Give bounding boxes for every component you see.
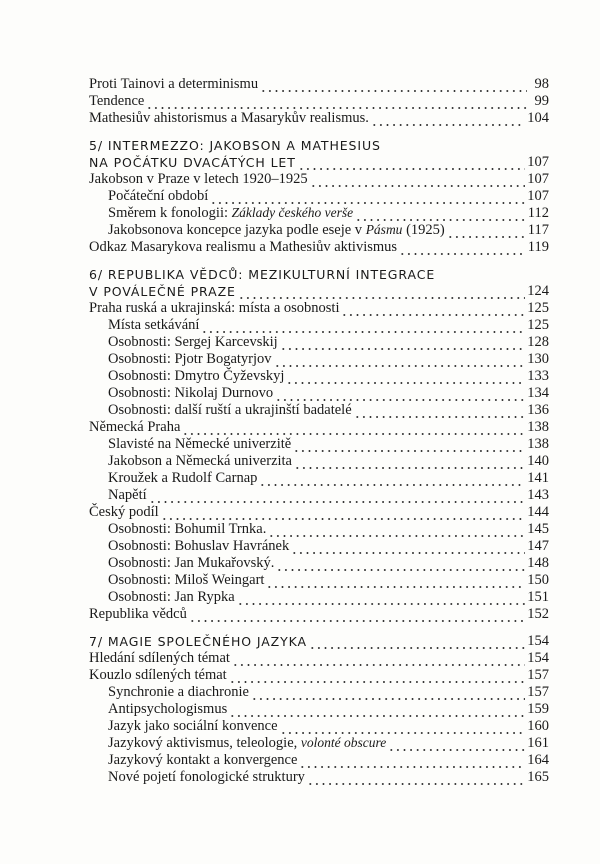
entry-text: Směrem k fonologii: [108, 205, 232, 221]
entry-title [108, 204, 353, 222]
entry-title [108, 188, 208, 205]
page-number: 159 [527, 701, 549, 717]
dot-leader [310, 171, 526, 188]
dot-leader [307, 769, 525, 786]
dot-leader [293, 436, 525, 453]
entry-text: Nové pojetí fonologické struktury [108, 769, 305, 785]
entry-text: Osobnosti: Jan Rypka [108, 589, 235, 605]
toc-entry[interactable] [89, 718, 549, 735]
entry-title [89, 650, 230, 667]
page-number: 140 [527, 453, 549, 469]
dot-leader [275, 385, 525, 402]
toc-entry[interactable] [89, 538, 549, 555]
dot-leader [355, 205, 526, 222]
dot-leader [388, 735, 525, 752]
table-of-contents [89, 76, 549, 796]
entry-text: Jakobsonova koncepce jazyka podle eseje v [108, 222, 366, 238]
chapter-title: NA POČÁTKU DVACÁTÝCH LET [89, 155, 296, 170]
entry-title [108, 752, 297, 769]
toc-entry[interactable] [89, 300, 549, 317]
entry-title [108, 334, 278, 351]
dot-leader [266, 572, 525, 589]
entry-title [108, 487, 147, 504]
page-number: 161 [527, 735, 549, 751]
entry-text: Tendence [89, 93, 145, 109]
toc-entry[interactable] [89, 334, 549, 351]
entry-italic-text: Základy českého verše [231, 205, 354, 220]
chapter-heading [89, 154, 549, 171]
toc-entry[interactable] [89, 93, 549, 110]
dot-leader [229, 667, 526, 684]
entry-title [108, 317, 199, 334]
entry-title [108, 718, 278, 735]
toc-entry[interactable] [89, 606, 549, 623]
page-number: 147 [527, 538, 549, 554]
dot-leader [229, 701, 525, 718]
page-number: 112 [527, 205, 549, 221]
entry-text: Místa setkávání [108, 317, 200, 333]
toc-section [89, 633, 549, 786]
dot-leader [237, 589, 526, 606]
chapter-title: V POVÁLEČNÉ PRAZE [89, 284, 236, 299]
toc-entry[interactable] [89, 487, 549, 504]
page-number: 138 [527, 419, 549, 435]
dot-leader [354, 402, 526, 419]
dot-leader [161, 504, 526, 521]
dot-leader [309, 633, 525, 650]
entry-text: Kroužek a Rudolf Carnap [108, 470, 258, 486]
toc-entry[interactable] [89, 752, 549, 769]
entry-title [108, 701, 227, 718]
dot-leader [201, 317, 525, 334]
entry-title [108, 555, 274, 572]
page-number: 124 [527, 283, 549, 299]
entry-text: Antipsychologismus [108, 701, 228, 717]
toc-entry[interactable] [89, 735, 549, 752]
entry-title [108, 351, 272, 368]
page-number: 150 [527, 572, 549, 588]
dot-leader [260, 76, 527, 93]
entry-text: Slavisté na Německé univerzitě [108, 436, 292, 452]
dot-leader [371, 110, 525, 127]
page-number: 125 [527, 300, 549, 316]
page-number: 107 [527, 188, 549, 204]
chapter-title: 6/ REPUBLIKA VĚDCŮ: MEZIKULTURNÍ INTEGRACE [89, 267, 436, 282]
entry-title [89, 667, 227, 684]
page-number: 136 [527, 402, 549, 418]
entry-title [89, 171, 308, 188]
entry-title [108, 684, 249, 701]
entry-title [108, 385, 273, 402]
page-number: 130 [527, 351, 549, 367]
page-number: 157 [527, 667, 549, 683]
entry-title [89, 93, 144, 110]
entry-text: Proti Tainovi a determinismu [89, 76, 259, 92]
dot-leader [182, 419, 525, 436]
page-number: 98 [534, 76, 549, 92]
dot-leader [149, 487, 526, 504]
toc-entry[interactable] [89, 589, 549, 606]
toc-entry[interactable] [89, 317, 549, 334]
page-number: 151 [527, 589, 549, 605]
entry-title [89, 504, 159, 521]
toc-entry[interactable] [89, 351, 549, 368]
entry-italic-text: Pásmu [365, 222, 403, 237]
entry-text: Jazykový aktivismus, teleologie, [108, 735, 301, 751]
toc-entry[interactable] [89, 402, 549, 419]
page-number: 141 [527, 470, 549, 486]
page-number: 134 [527, 385, 549, 401]
page-number: 164 [527, 752, 549, 768]
page-number: 99 [534, 93, 549, 109]
entry-title [108, 572, 264, 589]
chapter-heading [89, 266, 549, 283]
page-number: 157 [527, 684, 549, 700]
entry-text: Osobnosti: další ruští a ukrajinští badatelé [108, 402, 352, 418]
dot-leader [146, 93, 527, 110]
toc-entry[interactable] [89, 470, 549, 487]
entry-title [89, 419, 180, 436]
entry-title [108, 453, 292, 470]
dot-leader [341, 300, 525, 317]
page-number: 152 [527, 606, 549, 622]
entry-text-suffix: (1925) [402, 222, 445, 238]
dot-leader [259, 470, 525, 487]
dot-leader [274, 351, 526, 368]
entry-text: Osobnosti: Sergej Karcevskij [108, 334, 278, 350]
entry-italic-text: volonté obscure [300, 735, 387, 750]
dot-leader [189, 606, 525, 623]
entry-text: Osobnosti: Miloš Weingart [108, 572, 265, 588]
page-number: 154 [527, 650, 549, 666]
entry-text: Synchronie a diachronie [108, 684, 249, 700]
dot-leader [286, 368, 525, 385]
entry-title [89, 110, 369, 127]
dot-leader [298, 154, 525, 171]
toc-entry[interactable] [89, 769, 549, 786]
entry-text: Republika vědců [89, 606, 187, 622]
toc-entry[interactable] [89, 205, 549, 222]
dot-leader [294, 453, 525, 470]
toc-entry[interactable] [89, 385, 549, 402]
entry-title [108, 589, 235, 606]
toc-entry[interactable] [89, 110, 549, 127]
toc-entry[interactable] [89, 572, 549, 589]
dot-leader [280, 718, 526, 735]
page-number: 107 [527, 154, 549, 170]
entry-title [108, 470, 257, 487]
toc-entry[interactable] [89, 222, 549, 239]
toc-section [89, 137, 549, 256]
toc-entry[interactable] [89, 684, 549, 701]
page-number: 144 [527, 504, 549, 520]
entry-title [89, 239, 397, 256]
chapter-title: 5/ INTERMEZZO: JAKOBSON A MATHESIUS [89, 138, 381, 153]
dot-leader [299, 752, 525, 769]
page-number: 119 [527, 239, 549, 255]
toc-entry[interactable] [89, 555, 549, 572]
entry-text: Počáteční období [108, 188, 209, 204]
toc-entry[interactable] [89, 667, 549, 684]
entry-text: Odkaz Masarykova realismu a Mathesiův aktivismus [89, 239, 398, 255]
toc-entry[interactable] [89, 239, 549, 256]
page-number: 125 [527, 317, 549, 333]
page-number: 143 [527, 487, 549, 503]
toc-entry[interactable] [89, 436, 549, 453]
entry-text: Český podíl [89, 504, 159, 520]
toc-entry[interactable] [89, 453, 549, 470]
entry-text: Osobnosti: Jan Mukařovský. [108, 555, 275, 571]
dot-leader [291, 538, 525, 555]
dot-leader [210, 188, 525, 205]
dot-leader [251, 684, 525, 701]
entry-text: Hledání sdílených témat [89, 650, 230, 666]
entry-text: Jazyk jako sociální konvence [108, 718, 278, 734]
toc-section [89, 76, 549, 127]
page-number: 165 [527, 769, 549, 785]
entry-text: Kouzlo sdílených témat [89, 667, 227, 683]
entry-text: Mathesiův ahistorismus a Masarykův realismus. [89, 110, 369, 126]
entry-title [108, 368, 284, 385]
dot-leader [238, 283, 525, 300]
dot-leader [232, 650, 525, 667]
entry-text: Osobnosti: Nikolaj Durnovo [108, 385, 274, 401]
toc-entry[interactable] [89, 521, 549, 538]
entry-title [108, 221, 445, 239]
entry-title [108, 734, 386, 752]
toc-entry[interactable] [89, 368, 549, 385]
dot-leader [268, 521, 525, 538]
entry-title [108, 538, 289, 555]
entry-text: Jazykový kontakt a konvergence [108, 752, 298, 768]
toc-entry[interactable] [89, 419, 549, 436]
page-number: 117 [527, 222, 549, 238]
page-number: 160 [527, 718, 549, 734]
dot-leader [447, 222, 526, 239]
entry-text: Osobnosti: Dmytro Čyževskyj [108, 368, 285, 384]
entry-title [89, 76, 258, 93]
page-number: 138 [527, 436, 549, 452]
page-number: 104 [527, 110, 549, 126]
entry-title [108, 521, 266, 538]
page-number: 133 [527, 368, 549, 384]
dot-leader [280, 334, 526, 351]
entry-title [89, 606, 187, 623]
toc-entry[interactable] [89, 650, 549, 667]
entry-title [108, 436, 291, 453]
toc-entry[interactable] [89, 171, 549, 188]
page-number: 145 [527, 521, 549, 537]
toc-section [89, 266, 549, 623]
entry-text: Praha ruská a ukrajinská: místa a osobnosti [89, 300, 340, 316]
toc-entry[interactable] [89, 701, 549, 718]
dot-leader [276, 555, 525, 572]
toc-entry[interactable] [89, 504, 549, 521]
dot-leader [399, 239, 526, 256]
entry-text: Osobnosti: Bohumil Trnka. [108, 521, 267, 537]
entry-text: Osobnosti: Pjotr Bogatyrjov [108, 351, 272, 367]
entry-title [108, 402, 352, 419]
entry-text: Jakobson v Praze v letech 1920–1925 [89, 171, 308, 187]
page-number: 154 [527, 633, 549, 649]
chapter-heading [89, 633, 549, 650]
entry-title [89, 300, 339, 317]
page-number: 148 [527, 555, 549, 571]
toc-entry[interactable] [89, 76, 549, 93]
entry-title [108, 769, 305, 786]
chapter-heading [89, 283, 549, 300]
page-number: 128 [527, 334, 549, 350]
toc-entry[interactable] [89, 188, 549, 205]
entry-text: Jakobson a Německá univerzita [108, 453, 292, 469]
chapter-title: 7/ MAGIE SPOLEČNÉHO JAZYKA [89, 634, 308, 649]
entry-text: Napětí [108, 487, 147, 503]
entry-text: Osobnosti: Bohuslav Havránek [108, 538, 290, 554]
chapter-heading [89, 137, 549, 154]
page-number: 107 [527, 171, 549, 187]
entry-text: Německá Praha [89, 419, 181, 435]
